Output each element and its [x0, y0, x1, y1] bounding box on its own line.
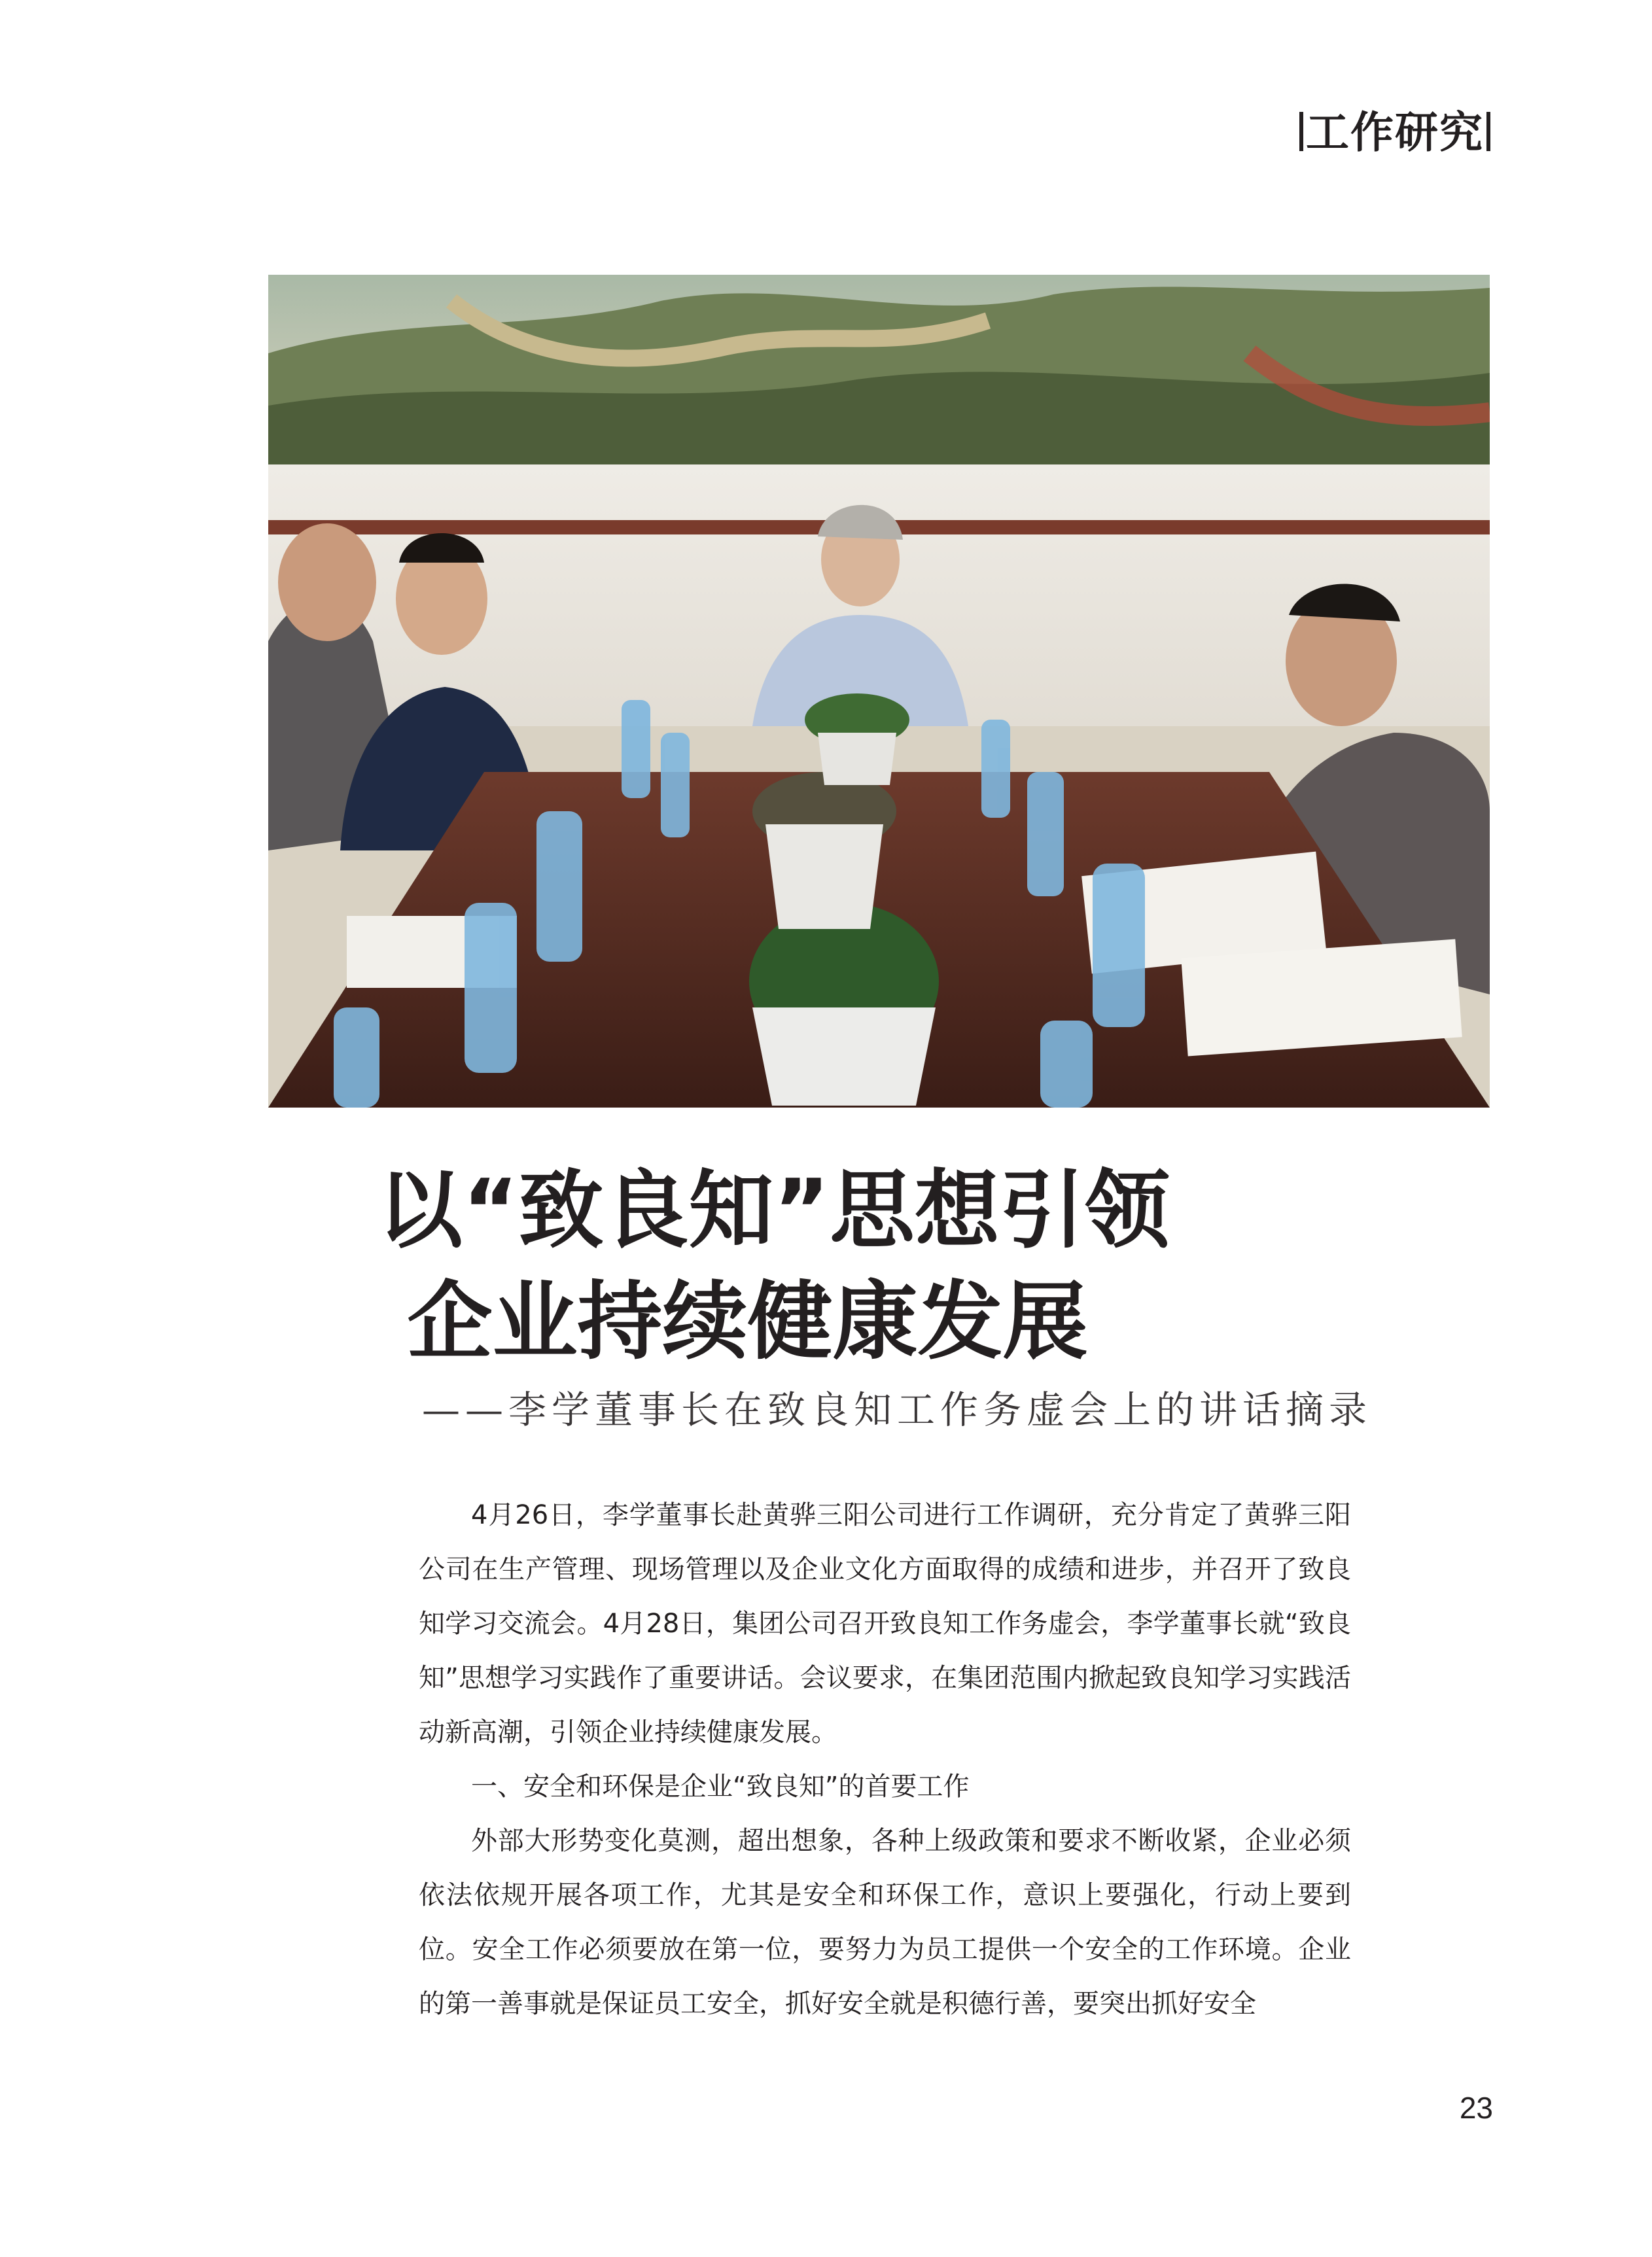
meeting-photo-icon [268, 275, 1490, 1108]
divider [1299, 112, 1303, 151]
article-subtitle: ——李学董事长在致良知工作务虚会上的讲话摘录 [422, 1388, 1373, 1432]
paragraph: 外部大形势变化莫测，超出想象，各种上级政策和要求不断收紧，企业必须依法依规开展各项工作，尤其是安全和环保工作，意识上要强化，行动上要到位。安全工作必须要放在第一位，要努力为员工提供一个安全的工作环境。企业的第一善事就是保证员工安全，抓好安全就是积德行善，要突出抓好安全 [419, 1826, 1351, 2019]
meeting-photo [268, 275, 1490, 1108]
divider [1486, 112, 1490, 151]
section-label [1297, 107, 1493, 158]
page-number: 23 [1459, 2091, 1493, 2125]
section-label-text: 工作研究 [1306, 107, 1484, 158]
article-title-line2: 企业持续健康发展 [407, 1272, 1088, 1371]
article-body [419, 1488, 1351, 2031]
paragraph: 4月26日，李学董事长赴黄骅三阳公司进行工作调研，充分肯定了黄骅三阳公司在生产管理、现场管理以及企业文化方面取得的成绩和进步，并召开了致良知学习交流会。4月28日，集团公司召开致良知工作务虚会，李学董事长就“致良知”思想学习实践作了重要讲话。会议要求，在集团范围内掀起致良知学习实践活动新高潮，引领企业持续健康发展。 [419, 1500, 1351, 1747]
section-heading: 一、安全和环保是企业“致良知”的首要工作 [471, 1772, 970, 1802]
article-title-line1: 以“致良知”思想引领 [378, 1161, 1170, 1260]
